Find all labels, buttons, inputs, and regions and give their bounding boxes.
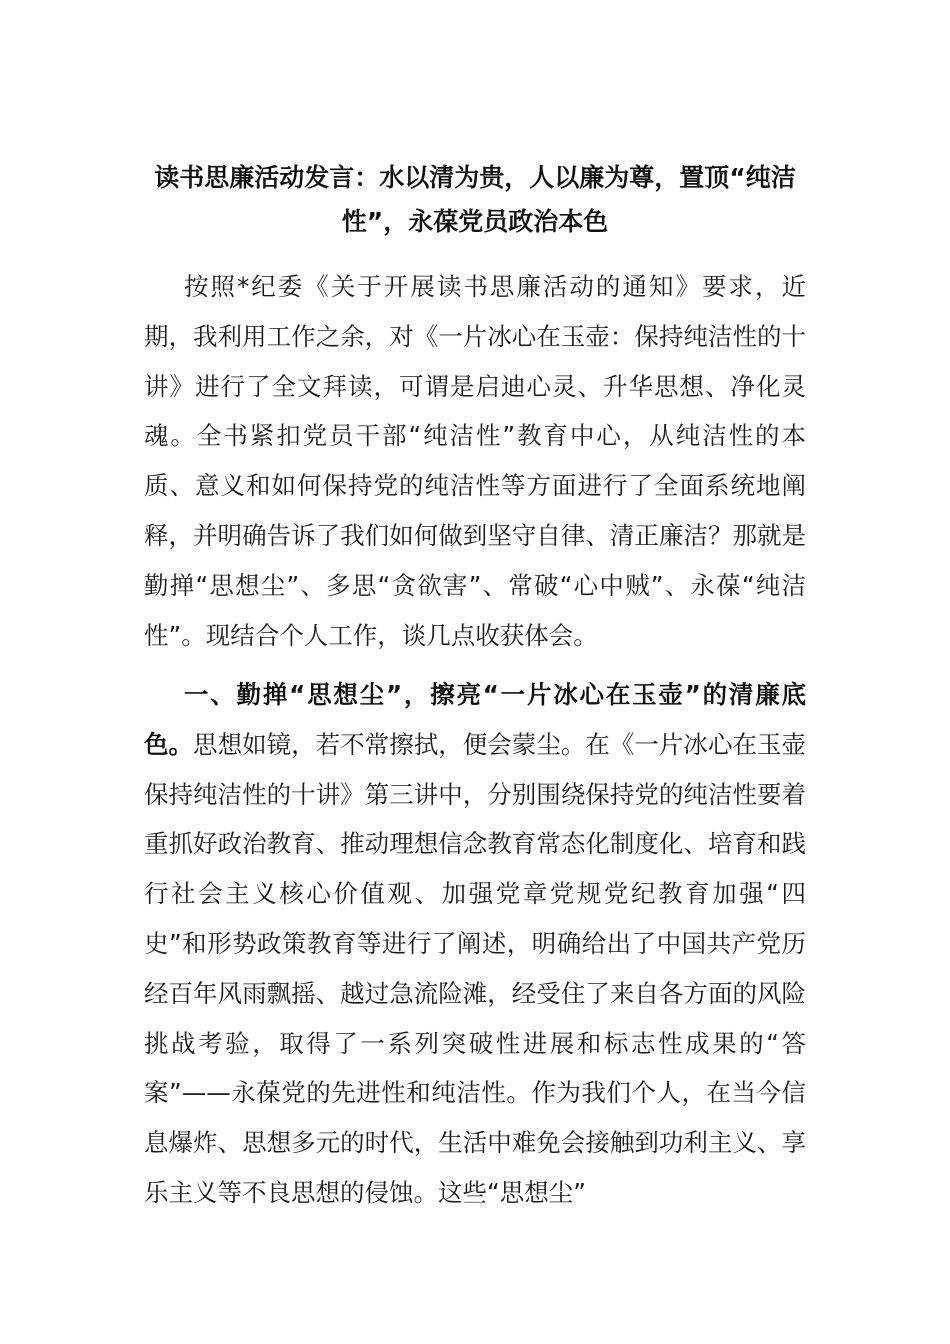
paragraph-section-one <box>144 670 806 1218</box>
paragraph-intro: 按照*纪委《关于开展读书思廉活动的通知》要求，近期，我利用工作之余，对《一片冰心在玉壶：保持纯洁性的十讲》进行了全文拜读，可谓是启迪心灵、升华思想、净化灵魂。全书紧扣党员干部“纯洁性”教育中心，从纯洁性的本质、意义和如何保持党的纯洁性等方面进行了全面系统地阐释，并明确告诉了我们如何做到坚守自律、清正廉洁？那就是勤掸“思想尘”、多思“贪欲害”、常破“心中贼”、永葆“纯洁性”。现结合个人工作，谈几点收获体会。 <box>144 272 806 650</box>
document-title: 读书思廉活动发言：水以清为贵，人以廉为尊，置顶“纯洁性”，永葆党员政治本色 <box>154 163 796 236</box>
section-one-heading: 一、勤掸“思想尘”，擦亮“一片冰心在玉壶”的清廉底色。 <box>144 680 806 759</box>
section-one-text: 思想如镜，若不常擦拭，便会蒙尘。在《一片冰心在玉壶保持纯洁性的十讲》第三讲中，分别围绕保持党的纯洁性要着重抓好政治教育、推动理想信念教育常态化制度化、培育和践行社会主义核心价值观、加强党章党规党纪教育加强“四史”和形势政策教育等进行了阐述，明确给出了中国共产党历经百年风雨飘摇、越过急流险滩，经受住了来自各方面的风险挑战考验，取得了一系列突破性进展和标志性成果的“答案”——永葆党的先进性和纯洁性。作为我们个人，在当今信息爆炸、思想多元的时代，生活中难免会接触到功利主义、享乐主义等不良思想的侵蚀。这些“思想尘” <box>144 729 807 1207</box>
